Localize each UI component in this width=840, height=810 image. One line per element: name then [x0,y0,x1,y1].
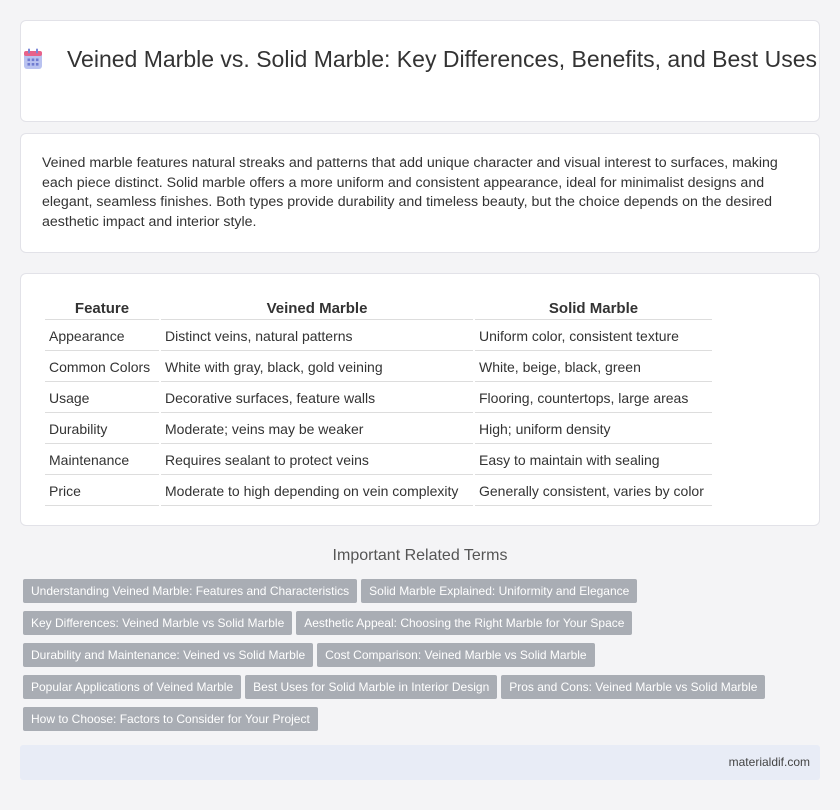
related-tag-link[interactable]: Best Uses for Solid Marble in Interior Design [245,675,497,699]
related-tag-link[interactable]: Solid Marble Explained: Uniformity and Elegance [361,579,637,603]
table-cell: Distinct veins, natural patterns [161,322,473,351]
table-cell: Moderate to high depending on vein complexity [161,477,473,506]
page-title-wrap [21,45,819,74]
title-card [20,20,820,122]
table-cell: Maintenance [45,446,159,475]
table-row [45,322,712,351]
related-tag-link[interactable]: Durability and Maintenance: Veined vs Solid Marble [23,643,313,667]
related-tag-link[interactable]: Aesthetic Appeal: Choosing the Right Marble for Your Space [296,611,632,635]
table-row [45,415,712,444]
related-tag-link[interactable]: Key Differences: Veined Marble vs Solid Marble [23,611,292,635]
related-tag-link[interactable]: How to Choose: Factors to Consider for Your Project [23,707,318,731]
table-row [45,384,712,413]
table-cell: Requires sealant to protect veins [161,446,473,475]
table-cell: White, beige, black, green [475,353,712,382]
table-row [45,477,712,506]
footer-bar [20,745,820,780]
table-cell: Durability [45,415,159,444]
intro-card [20,133,820,253]
intro-paragraph: Veined marble features natural streaks and patterns that add unique character and visual interest to surfaces, making each piece distinct. Solid marble offers a more uniform and consistent appearance, ideal for minimalist designs and elegant, seamless finishes. Both types provide durability and timeless beauty, but the choice depends on the desired aesthetic impact and interior style. [42,155,778,230]
table-cell: Moderate; veins may be weaker [161,415,473,444]
column-header-feature: Feature [45,298,159,320]
table-cell: White with gray, black, gold veining [161,353,473,382]
table-cell: High; uniform density [475,415,712,444]
table-cell: Flooring, countertops, large areas [475,384,712,413]
related-terms-title: Important Related Terms [332,547,508,564]
page-title: Veined Marble vs. Solid Marble: Key Differences, Benefits, and Best Uses [66,46,817,72]
table-cell: Price [45,477,159,506]
related-tags [23,579,813,739]
related-tag-link[interactable]: Pros and Cons: Veined Marble vs Solid Marble [501,675,765,699]
table-cell: Common Colors [45,353,159,382]
related-tag-link[interactable]: Popular Applications of Veined Marble [23,675,241,699]
column-header-veined: Veined Marble [161,298,473,320]
table-row [45,353,712,382]
table-cell: Uniform color, consistent texture [475,322,712,351]
comparison-table [43,296,714,508]
table-cell: Generally consistent, varies by color [475,477,712,506]
table-cell: Easy to maintain with sealing [475,446,712,475]
table-row [45,446,712,475]
calendar-icon [23,48,43,70]
comparison-card [20,273,820,526]
table-cell: Usage [45,384,159,413]
related-tag-link[interactable]: Cost Comparison: Veined Marble vs Solid Marble [317,643,594,667]
related-tag-link[interactable]: Understanding Veined Marble: Features and Characteristics [23,579,357,603]
table-cell: Decorative surfaces, feature walls [161,384,473,413]
table-header-row [45,298,712,320]
table-cell: Appearance [45,322,159,351]
footer-site-link[interactable]: materialdif.com [728,755,810,769]
column-header-solid: Solid Marble [475,298,712,320]
